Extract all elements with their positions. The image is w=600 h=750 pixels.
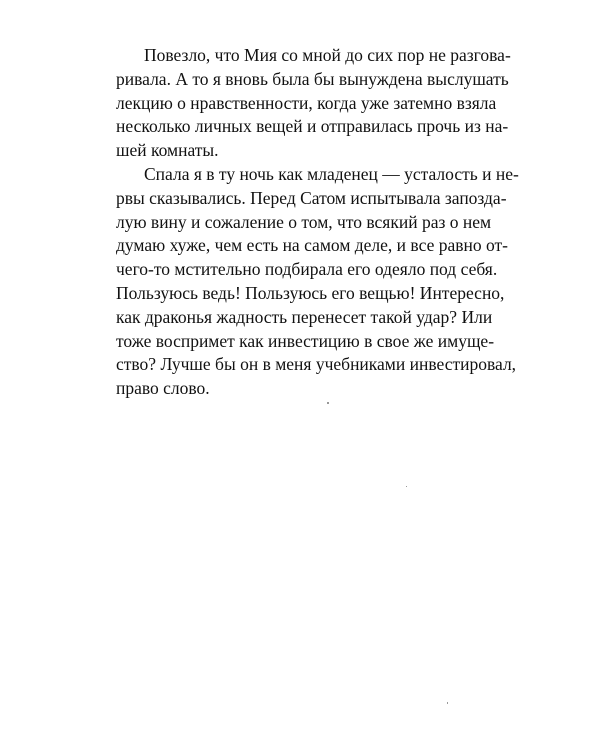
text-line: как драконья жадность перенесет такой удар? Или <box>116 306 493 327</box>
paper-speck <box>406 486 407 487</box>
text-line: Спала я в ту ночь как младенец — усталость и не- <box>144 163 519 184</box>
text-line: Пользуюсь ведь! Пользуюсь его вещью! Интересно, <box>116 282 505 303</box>
text-line: лекцию о нравственности, когда уже затемно взяла <box>116 92 497 113</box>
text-line: тоже воспримет как инвестицию в свое же имуще- <box>116 330 495 351</box>
paragraph-1 <box>116 44 511 163</box>
text-line: Повезло, что Мия со мной до сих пор не разгова- <box>144 45 511 65</box>
text-line: ривала. А то я вновь была бы вынуждена выслушать <box>116 68 509 89</box>
text-line: несколько личных вещей и отправилась прочь из на- <box>116 116 509 137</box>
text-line: право слово. <box>116 378 210 399</box>
body-text <box>116 44 519 401</box>
text-line: думаю хуже, чем есть на самом деле, и все равно от- <box>116 235 508 256</box>
text-line: лую вину и сожаление о том, что всякий раз о нем <box>116 211 492 232</box>
text-line: ство? Лучше бы он в меня учебниками инвестировал, <box>116 354 517 375</box>
text-line: шей комнаты. <box>116 140 219 161</box>
paper-speck <box>327 402 329 404</box>
paper-speck <box>447 702 448 704</box>
text-line: чего-то мстительно подбирала его одеяло под себя. <box>116 259 498 280</box>
paragraph-2 <box>116 163 519 401</box>
text-line: рвы сказывались. Перед Сатом испытывала запозда- <box>116 187 507 208</box>
